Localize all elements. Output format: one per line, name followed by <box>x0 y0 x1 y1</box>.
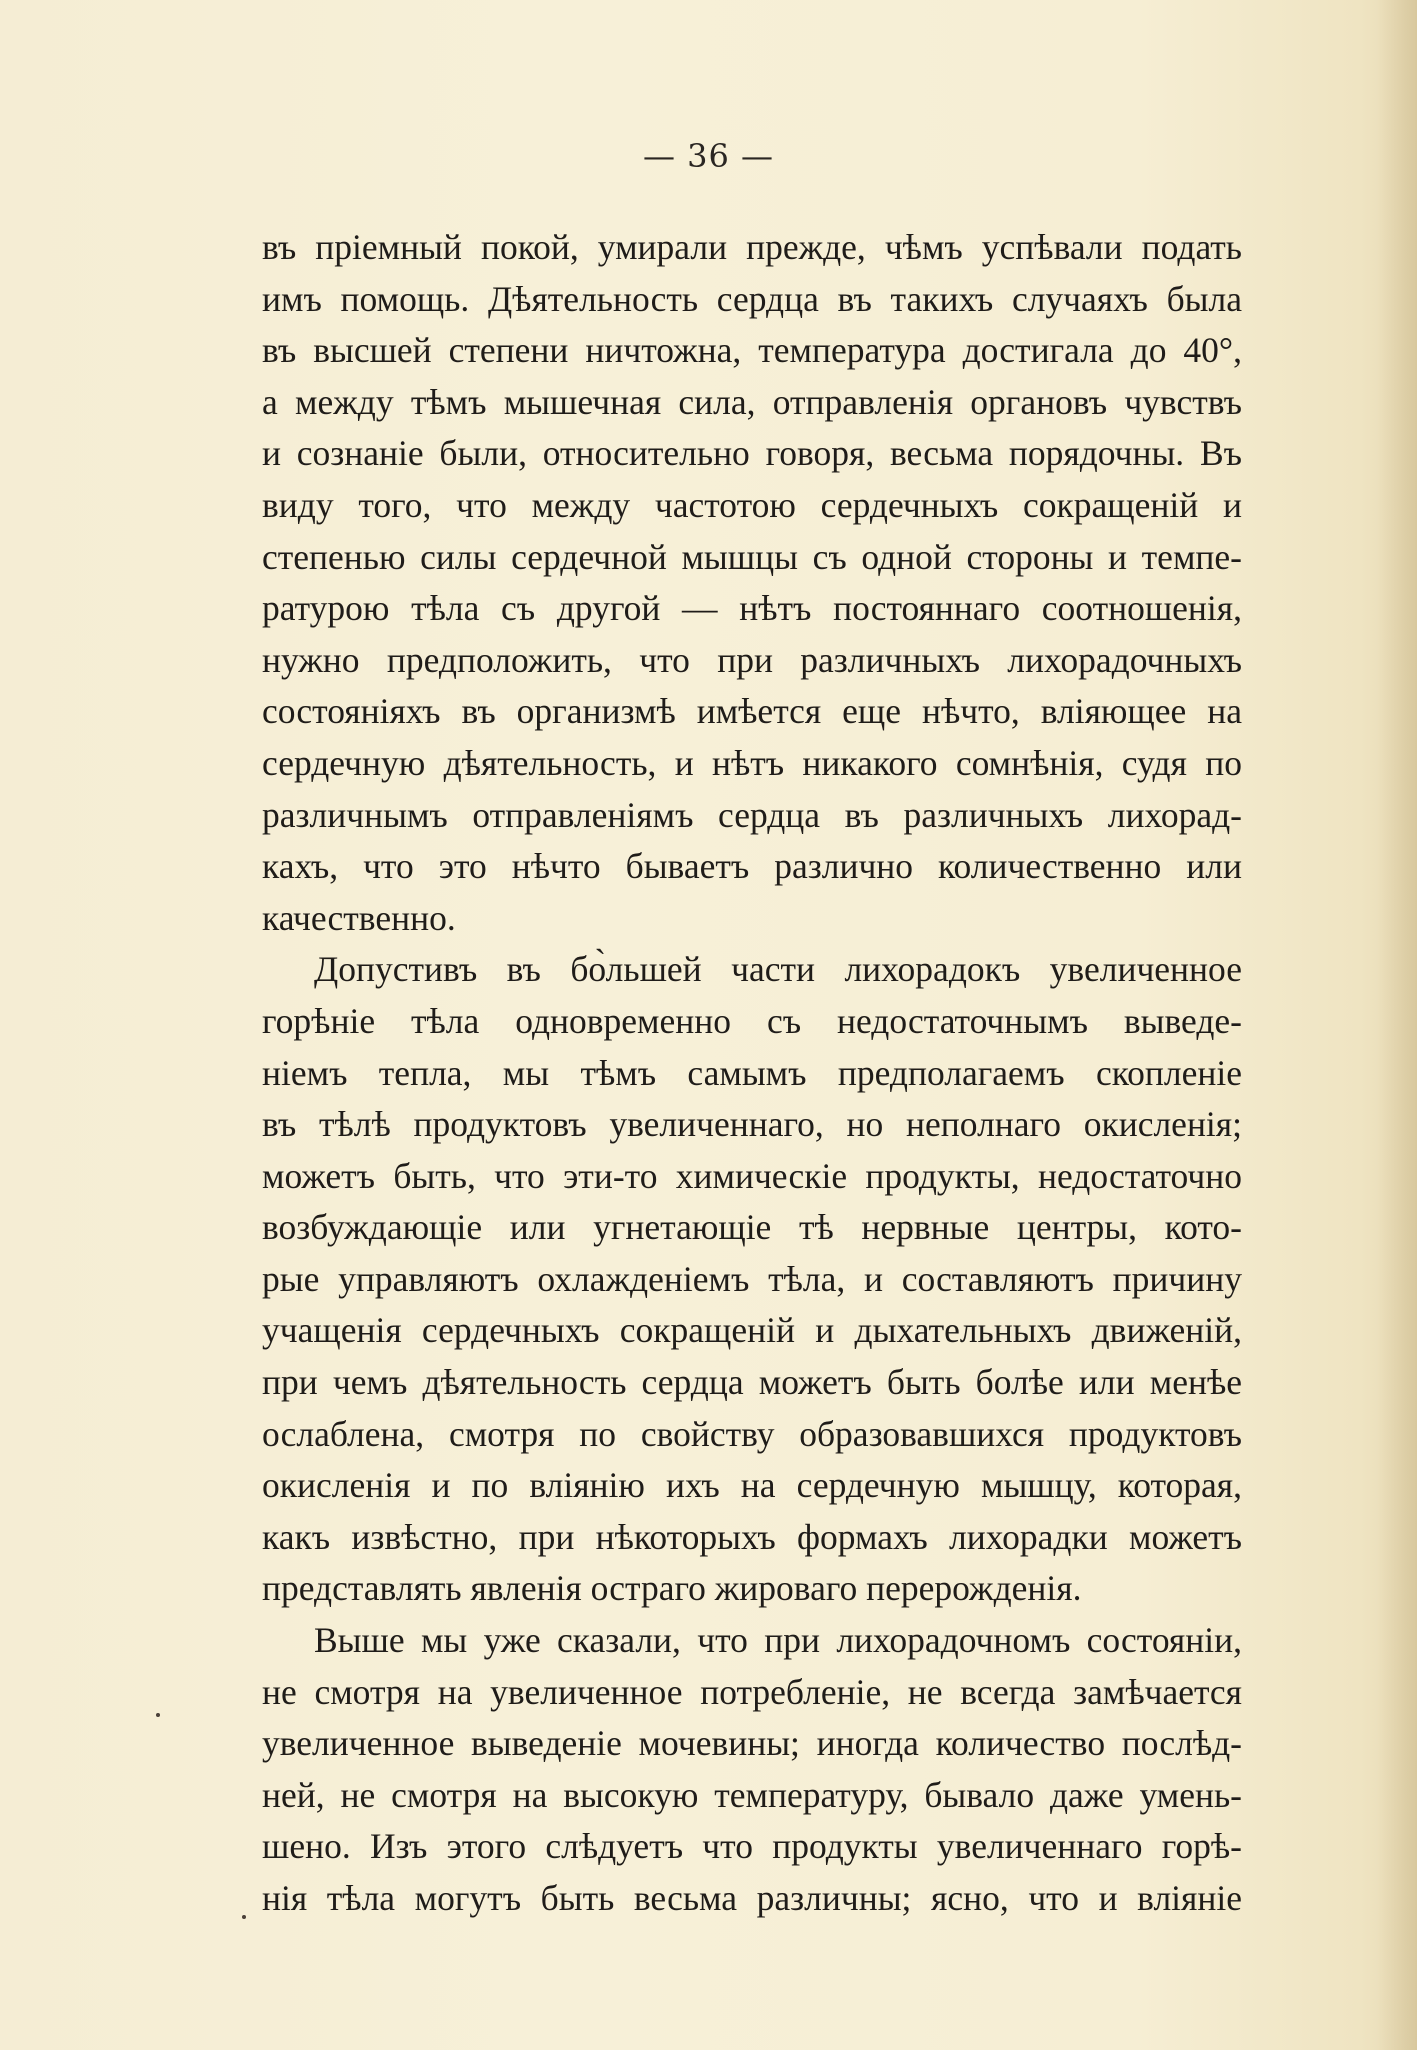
ink-speck <box>242 1915 246 1919</box>
page-number: — 36 — <box>642 137 775 175</box>
text-line: возбуждающіе или угнетающіе тѣ нервные центры, кото- <box>262 1207 1242 1248</box>
text-line: какъ извѣстно, при нѣкоторыхъ формахъ лихорадки можетъ <box>262 1516 1242 1557</box>
ink-speck <box>156 1713 160 1717</box>
text-line: можетъ быть, что эти-то химическіе продукты, недостаточно <box>262 1155 1242 1196</box>
text-line: представлять явленія остраго жироваго перерожденія. <box>262 1568 1082 1609</box>
text-line: въ пріемный покой, умирали прежде, чѣмъ успѣвали подать <box>262 227 1242 267</box>
paragraph <box>262 222 1242 944</box>
text-line: имъ помощь. Дѣятельность сердца въ такихъ случаяхъ была <box>262 278 1242 319</box>
text-line: виду того, что между частотою сердечныхъ сокращеній и <box>262 484 1242 525</box>
text-line: Выше мы уже сказали, что при лихорадочномъ состояніи, <box>314 1620 1242 1661</box>
text-line: учащенія сердечныхъ сокращеній и дыхательныхъ движеній, <box>262 1310 1242 1351</box>
text-line: нужно предположить, что при различныхъ лихорадочныхъ <box>262 639 1242 680</box>
text-line: и сознаніе были, относительно говоря, весьма порядочны. Въ <box>262 433 1242 474</box>
text-line: состояніяхъ въ организмѣ имѣется еще нѣчто, вліяющее на <box>262 691 1242 732</box>
page-edge-shadow <box>1377 0 1417 2050</box>
text-line: различнымъ отправленіямъ сердца въ различныхъ лихорад- <box>262 794 1242 835</box>
text-line: а между тѣмъ мышечная сила, отправленія органовъ чувствъ <box>262 381 1242 422</box>
text-line: кахъ, что это нѣчто бываетъ различно количественно или <box>262 846 1242 887</box>
text-line: увеличенное выведеніе мочевины; иногда количество послѣд- <box>262 1723 1242 1764</box>
text-line: Допустивъ въ бо̀льшей части лихорадокъ увеличенное <box>314 949 1242 990</box>
text-line: ніемъ тепла, мы тѣмъ самымъ предполагаемъ скопленіе <box>262 1052 1242 1093</box>
text-line: рые управляютъ охлажденіемъ тѣла, и составляютъ причину <box>262 1258 1242 1299</box>
text-line: ней, не смотря на высокую температуру, бывало даже умень- <box>262 1774 1242 1815</box>
text-line: ослаблена, смотря по свойству образовавшихся продуктовъ <box>262 1413 1242 1454</box>
text-line: окисленія и по вліянію ихъ на сердечную мышцу, которая, <box>262 1465 1242 1506</box>
text-line: въ высшей степени ничтожна, температура достигала до 40°, <box>262 330 1242 371</box>
text-line: горѣніе тѣла одновременно съ недостаточнымъ выведе- <box>262 1000 1242 1041</box>
paragraph <box>262 1615 1242 1925</box>
text-line: ратурою тѣла съ другой — нѣтъ постояннаго соотношенія, <box>262 588 1242 629</box>
text-line: при чемъ дѣятельность сердца можетъ быть болѣе или менѣе <box>262 1362 1242 1403</box>
text-line: въ тѣлѣ продуктовъ увеличеннаго, но неполнаго окисленія; <box>262 1104 1242 1145</box>
text-line: сердечную дѣятельность, и нѣтъ никакого сомнѣнія, судя по <box>262 742 1242 783</box>
text-line: шено. Изъ этого слѣдуетъ что продукты увеличеннаго горѣ- <box>262 1826 1242 1867</box>
text-line: не смотря на увеличенное потребленіе, не всегда замѣчается <box>262 1671 1242 1712</box>
paragraph <box>262 944 1242 1615</box>
body-text <box>262 222 1242 1925</box>
text-line: качественно. <box>262 897 456 938</box>
text-line: нія тѣла могутъ быть весьма различны; ясно, что и вліяніе <box>262 1878 1242 1918</box>
text-line: степенью силы сердечной мышцы съ одной стороны и темпе- <box>262 536 1242 577</box>
